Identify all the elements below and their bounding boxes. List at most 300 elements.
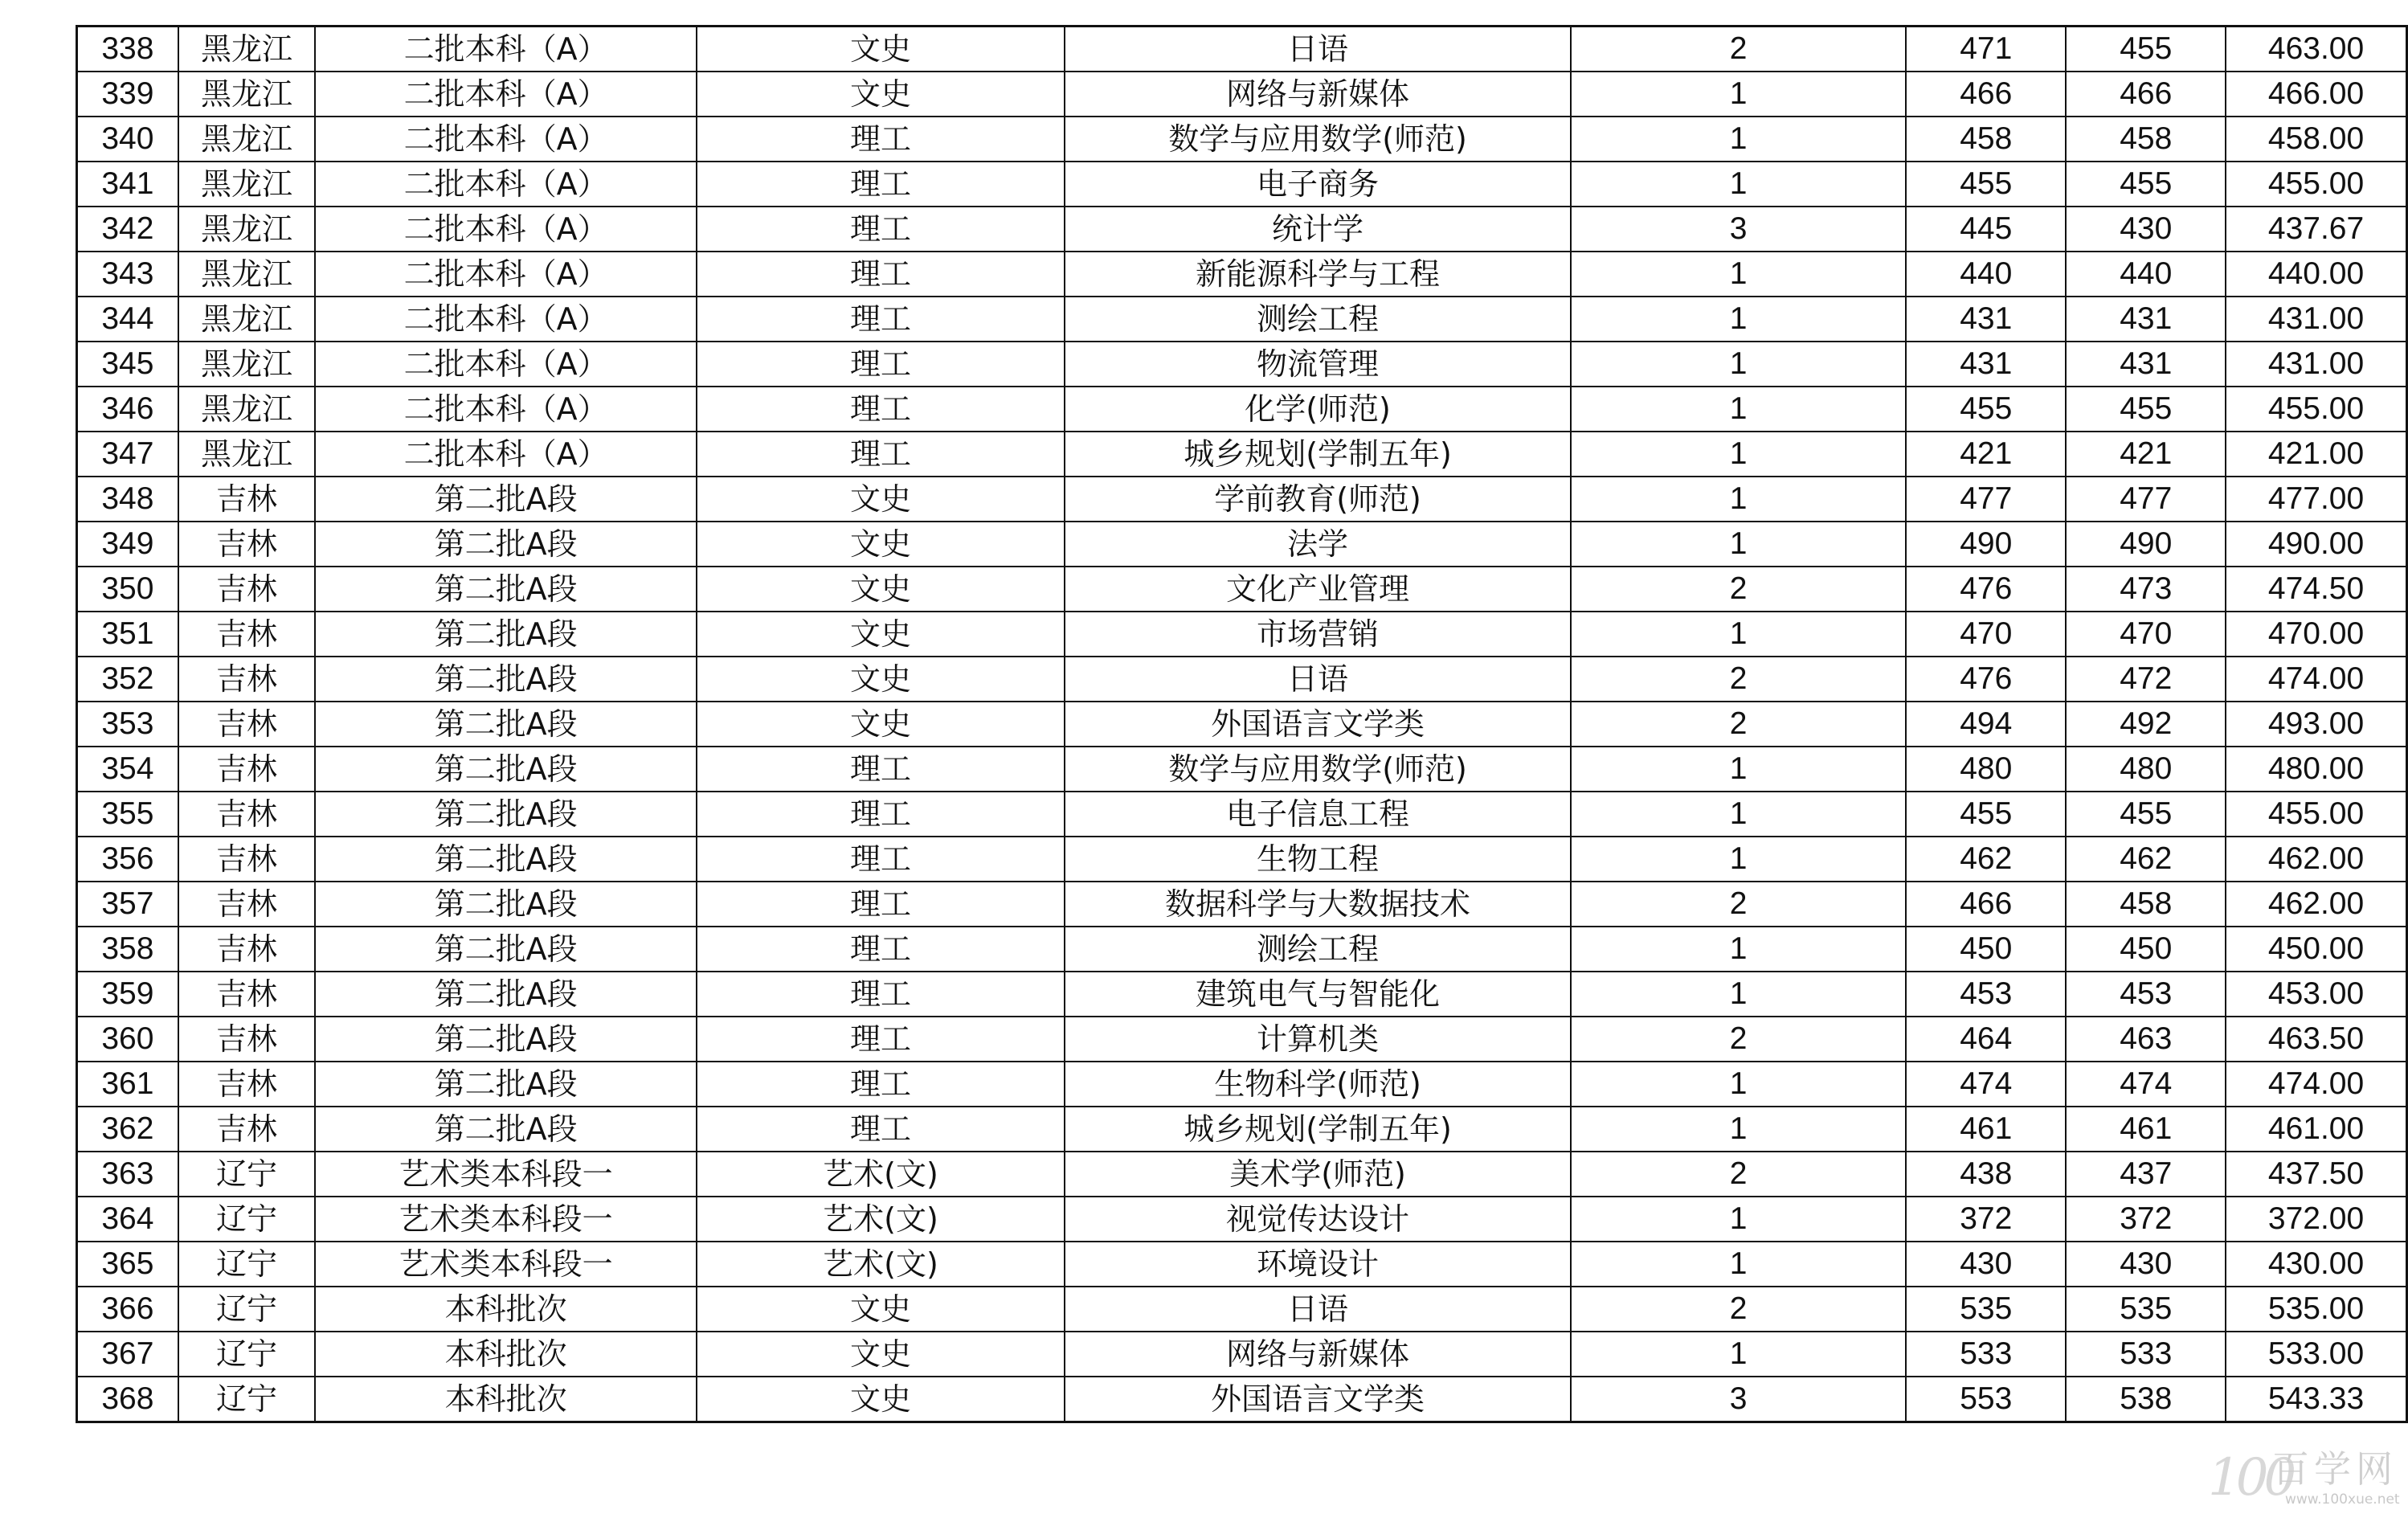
count-cell: 1 bbox=[1571, 117, 1906, 162]
max-score-cell: 490 bbox=[1906, 522, 2067, 567]
major-cell: 生物工程 bbox=[1065, 837, 1571, 882]
avg-score-cell: 450.00 bbox=[2226, 927, 2406, 972]
count-cell: 2 bbox=[1571, 1152, 1906, 1197]
min-score-cell: 462 bbox=[2066, 837, 2226, 882]
count-cell: 1 bbox=[1571, 342, 1906, 387]
avg-score-cell: 453.00 bbox=[2226, 972, 2406, 1017]
province-cell: 辽宁 bbox=[178, 1152, 316, 1197]
batch-cell: 二批本科（A） bbox=[315, 72, 697, 117]
province-cell: 辽宁 bbox=[178, 1377, 316, 1422]
category-cell: 艺术(文) bbox=[697, 1242, 1065, 1287]
batch-cell: 艺术类本科段一 bbox=[315, 1152, 697, 1197]
row-index-cell: 348 bbox=[77, 477, 178, 522]
batch-cell: 二批本科（A） bbox=[315, 297, 697, 342]
avg-score-cell: 437.50 bbox=[2226, 1152, 2406, 1197]
major-cell: 化学(师范) bbox=[1065, 387, 1571, 432]
table-row bbox=[77, 792, 2407, 837]
avg-score-cell: 535.00 bbox=[2226, 1287, 2406, 1332]
table-row bbox=[77, 747, 2407, 792]
avg-score-cell: 466.00 bbox=[2226, 72, 2406, 117]
batch-cell: 艺术类本科段一 bbox=[315, 1197, 697, 1242]
table-row bbox=[77, 1107, 2407, 1152]
province-cell: 黑龙江 bbox=[178, 387, 316, 432]
major-cell: 日语 bbox=[1065, 27, 1571, 72]
table-row bbox=[77, 387, 2407, 432]
min-score-cell: 455 bbox=[2066, 27, 2226, 72]
max-score-cell: 471 bbox=[1906, 27, 2067, 72]
category-cell: 理工 bbox=[697, 207, 1065, 252]
row-index-cell: 346 bbox=[77, 387, 178, 432]
province-cell: 吉林 bbox=[178, 567, 316, 612]
category-cell: 文史 bbox=[697, 702, 1065, 747]
admission-score-table bbox=[76, 25, 2408, 1423]
count-cell: 2 bbox=[1571, 1287, 1906, 1332]
count-cell: 2 bbox=[1571, 27, 1906, 72]
batch-cell: 第二批A段 bbox=[315, 702, 697, 747]
count-cell: 1 bbox=[1571, 972, 1906, 1017]
row-index-cell: 352 bbox=[77, 657, 178, 702]
batch-cell: 第二批A段 bbox=[315, 477, 697, 522]
table-row bbox=[77, 927, 2407, 972]
batch-cell: 第二批A段 bbox=[315, 792, 697, 837]
major-cell: 视觉传达设计 bbox=[1065, 1197, 1571, 1242]
province-cell: 吉林 bbox=[178, 792, 316, 837]
max-score-cell: 431 bbox=[1906, 342, 2067, 387]
major-cell: 网络与新媒体 bbox=[1065, 72, 1571, 117]
count-cell: 1 bbox=[1571, 1242, 1906, 1287]
min-score-cell: 538 bbox=[2066, 1377, 2226, 1422]
row-index-cell: 338 bbox=[77, 27, 178, 72]
count-cell: 1 bbox=[1571, 522, 1906, 567]
min-score-cell: 466 bbox=[2066, 72, 2226, 117]
batch-cell: 二批本科（A） bbox=[315, 432, 697, 477]
min-score-cell: 463 bbox=[2066, 1017, 2226, 1062]
table-row bbox=[77, 1062, 2407, 1107]
row-index-cell: 343 bbox=[77, 252, 178, 297]
major-cell: 日语 bbox=[1065, 657, 1571, 702]
province-cell: 辽宁 bbox=[178, 1242, 316, 1287]
max-score-cell: 445 bbox=[1906, 207, 2067, 252]
major-cell: 法学 bbox=[1065, 522, 1571, 567]
count-cell: 1 bbox=[1571, 252, 1906, 297]
min-score-cell: 458 bbox=[2066, 117, 2226, 162]
batch-cell: 第二批A段 bbox=[315, 927, 697, 972]
category-cell: 文史 bbox=[697, 612, 1065, 657]
province-cell: 吉林 bbox=[178, 747, 316, 792]
table-row bbox=[77, 162, 2407, 207]
major-cell: 学前教育(师范) bbox=[1065, 477, 1571, 522]
min-score-cell: 455 bbox=[2066, 387, 2226, 432]
count-cell: 3 bbox=[1571, 207, 1906, 252]
max-score-cell: 466 bbox=[1906, 882, 2067, 927]
avg-score-cell: 461.00 bbox=[2226, 1107, 2406, 1152]
max-score-cell: 455 bbox=[1906, 387, 2067, 432]
row-index-cell: 359 bbox=[77, 972, 178, 1017]
category-cell: 文史 bbox=[697, 657, 1065, 702]
table-row bbox=[77, 477, 2407, 522]
category-cell: 理工 bbox=[697, 837, 1065, 882]
max-score-cell: 440 bbox=[1906, 252, 2067, 297]
major-cell: 生物科学(师范) bbox=[1065, 1062, 1571, 1107]
category-cell: 文史 bbox=[697, 1332, 1065, 1377]
category-cell: 文史 bbox=[697, 72, 1065, 117]
batch-cell: 第二批A段 bbox=[315, 837, 697, 882]
category-cell: 理工 bbox=[697, 792, 1065, 837]
count-cell: 1 bbox=[1571, 927, 1906, 972]
category-cell: 理工 bbox=[697, 432, 1065, 477]
count-cell: 1 bbox=[1571, 837, 1906, 882]
row-index-cell: 356 bbox=[77, 837, 178, 882]
table-row bbox=[77, 1242, 2407, 1287]
major-cell: 数学与应用数学(师范) bbox=[1065, 117, 1571, 162]
count-cell: 2 bbox=[1571, 702, 1906, 747]
table-row bbox=[77, 432, 2407, 477]
row-index-cell: 366 bbox=[77, 1287, 178, 1332]
avg-score-cell: 455.00 bbox=[2226, 387, 2406, 432]
table-row bbox=[77, 702, 2407, 747]
count-cell: 1 bbox=[1571, 387, 1906, 432]
max-score-cell: 553 bbox=[1906, 1377, 2067, 1422]
table-row bbox=[77, 567, 2407, 612]
min-score-cell: 470 bbox=[2066, 612, 2226, 657]
avg-score-cell: 493.00 bbox=[2226, 702, 2406, 747]
avg-score-cell: 533.00 bbox=[2226, 1332, 2406, 1377]
min-score-cell: 431 bbox=[2066, 297, 2226, 342]
min-score-cell: 431 bbox=[2066, 342, 2226, 387]
batch-cell: 本科批次 bbox=[315, 1377, 697, 1422]
major-cell: 外国语言文学类 bbox=[1065, 702, 1571, 747]
max-score-cell: 430 bbox=[1906, 1242, 2067, 1287]
major-cell: 计算机类 bbox=[1065, 1017, 1571, 1062]
province-cell: 黑龙江 bbox=[178, 207, 316, 252]
min-score-cell: 472 bbox=[2066, 657, 2226, 702]
min-score-cell: 440 bbox=[2066, 252, 2226, 297]
batch-cell: 第二批A段 bbox=[315, 1017, 697, 1062]
province-cell: 辽宁 bbox=[178, 1287, 316, 1332]
count-cell: 1 bbox=[1571, 1197, 1906, 1242]
major-cell: 数据科学与大数据技术 bbox=[1065, 882, 1571, 927]
min-score-cell: 461 bbox=[2066, 1107, 2226, 1152]
category-cell: 理工 bbox=[697, 297, 1065, 342]
min-score-cell: 473 bbox=[2066, 567, 2226, 612]
province-cell: 吉林 bbox=[178, 1062, 316, 1107]
row-index-cell: 342 bbox=[77, 207, 178, 252]
min-score-cell: 450 bbox=[2066, 927, 2226, 972]
min-score-cell: 492 bbox=[2066, 702, 2226, 747]
row-index-cell: 339 bbox=[77, 72, 178, 117]
table-row bbox=[77, 1377, 2407, 1422]
row-index-cell: 353 bbox=[77, 702, 178, 747]
category-cell: 文史 bbox=[697, 1287, 1065, 1332]
avg-score-cell: 474.00 bbox=[2226, 657, 2406, 702]
max-score-cell: 461 bbox=[1906, 1107, 2067, 1152]
major-cell: 城乡规划(学制五年) bbox=[1065, 432, 1571, 477]
min-score-cell: 477 bbox=[2066, 477, 2226, 522]
province-cell: 黑龙江 bbox=[178, 252, 316, 297]
max-score-cell: 466 bbox=[1906, 72, 2067, 117]
province-cell: 吉林 bbox=[178, 477, 316, 522]
table-row bbox=[77, 252, 2407, 297]
avg-score-cell: 490.00 bbox=[2226, 522, 2406, 567]
major-cell: 电子信息工程 bbox=[1065, 792, 1571, 837]
min-score-cell: 480 bbox=[2066, 747, 2226, 792]
category-cell: 艺术(文) bbox=[697, 1197, 1065, 1242]
avg-score-cell: 463.00 bbox=[2226, 27, 2406, 72]
category-cell: 文史 bbox=[697, 477, 1065, 522]
avg-score-cell: 470.00 bbox=[2226, 612, 2406, 657]
category-cell: 理工 bbox=[697, 882, 1065, 927]
batch-cell: 二批本科（A） bbox=[315, 252, 697, 297]
max-score-cell: 462 bbox=[1906, 837, 2067, 882]
max-score-cell: 477 bbox=[1906, 477, 2067, 522]
avg-score-cell: 463.50 bbox=[2226, 1017, 2406, 1062]
province-cell: 黑龙江 bbox=[178, 432, 316, 477]
count-cell: 1 bbox=[1571, 297, 1906, 342]
category-cell: 理工 bbox=[697, 387, 1065, 432]
max-score-cell: 470 bbox=[1906, 612, 2067, 657]
table-row bbox=[77, 882, 2407, 927]
table-row bbox=[77, 837, 2407, 882]
category-cell: 理工 bbox=[697, 252, 1065, 297]
row-index-cell: 361 bbox=[77, 1062, 178, 1107]
row-index-cell: 344 bbox=[77, 297, 178, 342]
major-cell: 建筑电气与智能化 bbox=[1065, 972, 1571, 1017]
row-index-cell: 368 bbox=[77, 1377, 178, 1422]
row-index-cell: 355 bbox=[77, 792, 178, 837]
province-cell: 辽宁 bbox=[178, 1197, 316, 1242]
category-cell: 文史 bbox=[697, 567, 1065, 612]
category-cell: 理工 bbox=[697, 162, 1065, 207]
batch-cell: 本科批次 bbox=[315, 1287, 697, 1332]
max-score-cell: 480 bbox=[1906, 747, 2067, 792]
max-score-cell: 455 bbox=[1906, 792, 2067, 837]
category-cell: 艺术(文) bbox=[697, 1152, 1065, 1197]
max-score-cell: 533 bbox=[1906, 1332, 2067, 1377]
row-index-cell: 367 bbox=[77, 1332, 178, 1377]
row-index-cell: 360 bbox=[77, 1017, 178, 1062]
min-score-cell: 458 bbox=[2066, 882, 2226, 927]
province-cell: 吉林 bbox=[178, 612, 316, 657]
table-row bbox=[77, 612, 2407, 657]
row-index-cell: 357 bbox=[77, 882, 178, 927]
table-row bbox=[77, 207, 2407, 252]
major-cell: 测绘工程 bbox=[1065, 297, 1571, 342]
major-cell: 环境设计 bbox=[1065, 1242, 1571, 1287]
table-row bbox=[77, 1332, 2407, 1377]
batch-cell: 二批本科（A） bbox=[315, 117, 697, 162]
province-cell: 吉林 bbox=[178, 927, 316, 972]
avg-score-cell: 480.00 bbox=[2226, 747, 2406, 792]
major-cell: 数学与应用数学(师范) bbox=[1065, 747, 1571, 792]
watermark-logo-digits: 100 bbox=[2208, 1448, 2292, 1508]
major-cell: 美术学(师范) bbox=[1065, 1152, 1571, 1197]
table-row bbox=[77, 1287, 2407, 1332]
province-cell: 辽宁 bbox=[178, 1332, 316, 1377]
table-row bbox=[77, 72, 2407, 117]
count-cell: 2 bbox=[1571, 882, 1906, 927]
category-cell: 理工 bbox=[697, 927, 1065, 972]
min-score-cell: 490 bbox=[2066, 522, 2226, 567]
row-index-cell: 350 bbox=[77, 567, 178, 612]
avg-score-cell: 437.67 bbox=[2226, 207, 2406, 252]
row-index-cell: 341 bbox=[77, 162, 178, 207]
category-cell: 理工 bbox=[697, 1062, 1065, 1107]
batch-cell: 二批本科（A） bbox=[315, 162, 697, 207]
batch-cell: 第二批A段 bbox=[315, 567, 697, 612]
province-cell: 黑龙江 bbox=[178, 117, 316, 162]
avg-score-cell: 462.00 bbox=[2226, 837, 2406, 882]
avg-score-cell: 431.00 bbox=[2226, 297, 2406, 342]
category-cell: 理工 bbox=[697, 747, 1065, 792]
avg-score-cell: 462.00 bbox=[2226, 882, 2406, 927]
row-index-cell: 363 bbox=[77, 1152, 178, 1197]
category-cell: 理工 bbox=[697, 342, 1065, 387]
avg-score-cell: 440.00 bbox=[2226, 252, 2406, 297]
count-cell: 2 bbox=[1571, 1017, 1906, 1062]
province-cell: 吉林 bbox=[178, 882, 316, 927]
avg-score-cell: 431.00 bbox=[2226, 342, 2406, 387]
table-row bbox=[77, 1017, 2407, 1062]
min-score-cell: 437 bbox=[2066, 1152, 2226, 1197]
max-score-cell: 453 bbox=[1906, 972, 2067, 1017]
min-score-cell: 533 bbox=[2066, 1332, 2226, 1377]
table-row bbox=[77, 297, 2407, 342]
category-cell: 理工 bbox=[697, 1107, 1065, 1152]
major-cell: 网络与新媒体 bbox=[1065, 1332, 1571, 1377]
count-cell: 1 bbox=[1571, 747, 1906, 792]
min-score-cell: 421 bbox=[2066, 432, 2226, 477]
major-cell: 城乡规划(学制五年) bbox=[1065, 1107, 1571, 1152]
province-cell: 吉林 bbox=[178, 657, 316, 702]
category-cell: 文史 bbox=[697, 522, 1065, 567]
province-cell: 黑龙江 bbox=[178, 162, 316, 207]
min-score-cell: 455 bbox=[2066, 792, 2226, 837]
batch-cell: 本科批次 bbox=[315, 1332, 697, 1377]
avg-score-cell: 421.00 bbox=[2226, 432, 2406, 477]
max-score-cell: 372 bbox=[1906, 1197, 2067, 1242]
min-score-cell: 535 bbox=[2066, 1287, 2226, 1332]
row-index-cell: 340 bbox=[77, 117, 178, 162]
province-cell: 吉林 bbox=[178, 837, 316, 882]
min-score-cell: 453 bbox=[2066, 972, 2226, 1017]
min-score-cell: 474 bbox=[2066, 1062, 2226, 1107]
watermark-url: www.100xue.net bbox=[2285, 1491, 2400, 1508]
batch-cell: 第二批A段 bbox=[315, 882, 697, 927]
avg-score-cell: 455.00 bbox=[2226, 162, 2406, 207]
province-cell: 吉林 bbox=[178, 522, 316, 567]
major-cell: 统计学 bbox=[1065, 207, 1571, 252]
table-row bbox=[77, 27, 2407, 72]
count-cell: 1 bbox=[1571, 1332, 1906, 1377]
row-index-cell: 358 bbox=[77, 927, 178, 972]
avg-score-cell: 455.00 bbox=[2226, 792, 2406, 837]
province-cell: 黑龙江 bbox=[178, 27, 316, 72]
max-score-cell: 455 bbox=[1906, 162, 2067, 207]
avg-score-cell: 474.00 bbox=[2226, 1062, 2406, 1107]
max-score-cell: 438 bbox=[1906, 1152, 2067, 1197]
row-index-cell: 364 bbox=[77, 1197, 178, 1242]
batch-cell: 二批本科（A） bbox=[315, 27, 697, 72]
row-index-cell: 351 bbox=[77, 612, 178, 657]
count-cell: 1 bbox=[1571, 162, 1906, 207]
category-cell: 理工 bbox=[697, 1017, 1065, 1062]
major-cell: 市场营销 bbox=[1065, 612, 1571, 657]
table-row bbox=[77, 117, 2407, 162]
batch-cell: 第二批A段 bbox=[315, 522, 697, 567]
table-row bbox=[77, 657, 2407, 702]
category-cell: 文史 bbox=[697, 27, 1065, 72]
province-cell: 吉林 bbox=[178, 1107, 316, 1152]
count-cell: 1 bbox=[1571, 612, 1906, 657]
min-score-cell: 455 bbox=[2066, 162, 2226, 207]
avg-score-cell: 543.33 bbox=[2226, 1377, 2406, 1422]
count-cell: 1 bbox=[1571, 1062, 1906, 1107]
row-index-cell: 362 bbox=[77, 1107, 178, 1152]
major-cell: 日语 bbox=[1065, 1287, 1571, 1332]
province-cell: 吉林 bbox=[178, 1017, 316, 1062]
min-score-cell: 430 bbox=[2066, 207, 2226, 252]
row-index-cell: 347 bbox=[77, 432, 178, 477]
table-row bbox=[77, 1152, 2407, 1197]
count-cell: 1 bbox=[1571, 477, 1906, 522]
max-score-cell: 476 bbox=[1906, 567, 2067, 612]
batch-cell: 第二批A段 bbox=[315, 1107, 697, 1152]
category-cell: 理工 bbox=[697, 972, 1065, 1017]
avg-score-cell: 430.00 bbox=[2226, 1242, 2406, 1287]
count-cell: 1 bbox=[1571, 432, 1906, 477]
major-cell: 测绘工程 bbox=[1065, 927, 1571, 972]
count-cell: 2 bbox=[1571, 567, 1906, 612]
count-cell: 1 bbox=[1571, 1107, 1906, 1152]
province-cell: 黑龙江 bbox=[178, 72, 316, 117]
table-row bbox=[77, 1197, 2407, 1242]
max-score-cell: 421 bbox=[1906, 432, 2067, 477]
count-cell: 1 bbox=[1571, 792, 1906, 837]
max-score-cell: 464 bbox=[1906, 1017, 2067, 1062]
batch-cell: 二批本科（A） bbox=[315, 387, 697, 432]
batch-cell: 第二批A段 bbox=[315, 747, 697, 792]
batch-cell: 第二批A段 bbox=[315, 972, 697, 1017]
avg-score-cell: 458.00 bbox=[2226, 117, 2406, 162]
min-score-cell: 372 bbox=[2066, 1197, 2226, 1242]
province-cell: 黑龙江 bbox=[178, 342, 316, 387]
min-score-cell: 430 bbox=[2066, 1242, 2226, 1287]
province-cell: 吉林 bbox=[178, 702, 316, 747]
count-cell: 3 bbox=[1571, 1377, 1906, 1422]
count-cell: 2 bbox=[1571, 657, 1906, 702]
major-cell: 物流管理 bbox=[1065, 342, 1571, 387]
category-cell: 理工 bbox=[697, 117, 1065, 162]
avg-score-cell: 372.00 bbox=[2226, 1197, 2406, 1242]
site-watermark bbox=[2208, 1446, 2405, 1512]
batch-cell: 第二批A段 bbox=[315, 1062, 697, 1107]
table-row bbox=[77, 972, 2407, 1017]
avg-score-cell: 477.00 bbox=[2226, 477, 2406, 522]
batch-cell: 艺术类本科段一 bbox=[315, 1242, 697, 1287]
province-cell: 黑龙江 bbox=[178, 297, 316, 342]
max-score-cell: 476 bbox=[1906, 657, 2067, 702]
max-score-cell: 535 bbox=[1906, 1287, 2067, 1332]
watermark-site-name: 百学网 bbox=[2272, 1447, 2398, 1491]
batch-cell: 第二批A段 bbox=[315, 657, 697, 702]
table-row bbox=[77, 342, 2407, 387]
row-index-cell: 345 bbox=[77, 342, 178, 387]
max-score-cell: 494 bbox=[1906, 702, 2067, 747]
major-cell: 文化产业管理 bbox=[1065, 567, 1571, 612]
avg-score-cell: 474.50 bbox=[2226, 567, 2406, 612]
max-score-cell: 458 bbox=[1906, 117, 2067, 162]
max-score-cell: 431 bbox=[1906, 297, 2067, 342]
